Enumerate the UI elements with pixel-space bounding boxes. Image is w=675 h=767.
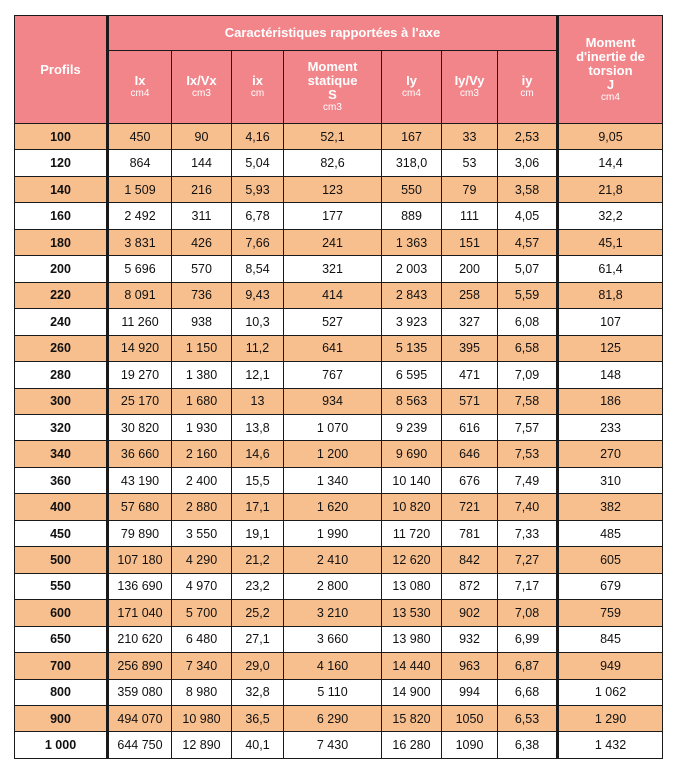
- header-torsion-line-1: Moment: [585, 34, 636, 50]
- value-cell: 311: [172, 203, 232, 229]
- header-iy-vy: [442, 51, 498, 124]
- value-cell: 25,2: [232, 600, 284, 626]
- value-cell: 10 140: [382, 467, 442, 493]
- value-cell: 79 890: [108, 520, 172, 546]
- value-cell: 10 820: [382, 494, 442, 520]
- value-cell: 889: [382, 203, 442, 229]
- value-cell: 641: [284, 335, 382, 361]
- table-row: [15, 600, 663, 626]
- value-cell: 61,4: [558, 256, 663, 282]
- value-cell: 233: [558, 414, 663, 440]
- value-cell: 6 595: [382, 362, 442, 388]
- value-cell: 9,43: [232, 282, 284, 308]
- value-cell: 605: [558, 547, 663, 573]
- table-row: [15, 282, 663, 308]
- profile-cell: 120: [15, 150, 108, 176]
- value-cell: 14 900: [382, 679, 442, 705]
- value-cell: 7,27: [498, 547, 558, 573]
- value-cell: 1 363: [382, 229, 442, 255]
- value-cell: 6,38: [498, 732, 558, 759]
- profile-cell: 220: [15, 282, 108, 308]
- value-cell: 270: [558, 441, 663, 467]
- value-cell: 359 080: [108, 679, 172, 705]
- profile-cell: 300: [15, 388, 108, 414]
- value-cell: 5,93: [232, 176, 284, 202]
- value-cell: 2 843: [382, 282, 442, 308]
- value-cell: 7,53: [498, 441, 558, 467]
- value-cell: 450: [108, 124, 172, 150]
- header-unit: cm3: [323, 102, 342, 113]
- value-cell: 382: [558, 494, 663, 520]
- profile-cell: 800: [15, 679, 108, 705]
- header-torsion-line-4: J: [606, 76, 615, 92]
- value-cell: 2 160: [172, 441, 232, 467]
- value-cell: 5 135: [382, 335, 442, 361]
- header-label: Iy/Vy: [454, 73, 485, 88]
- profile-cell: 650: [15, 626, 108, 652]
- profile-cell: 240: [15, 309, 108, 335]
- table-row: [15, 203, 663, 229]
- table-row: [15, 547, 663, 573]
- value-cell: 4 970: [172, 573, 232, 599]
- value-cell: 7 340: [172, 653, 232, 679]
- value-cell: 781: [442, 520, 498, 546]
- value-cell: 30 820: [108, 414, 172, 440]
- value-cell: 616: [442, 414, 498, 440]
- value-cell: 167: [382, 124, 442, 150]
- value-cell: 767: [284, 362, 382, 388]
- value-cell: 8,54: [232, 256, 284, 282]
- value-cell: 13 980: [382, 626, 442, 652]
- value-cell: 123: [284, 176, 382, 202]
- profile-cell: 600: [15, 600, 108, 626]
- value-cell: 2 492: [108, 203, 172, 229]
- value-cell: 36 660: [108, 441, 172, 467]
- value-cell: 994: [442, 679, 498, 705]
- value-cell: 310: [558, 467, 663, 493]
- value-cell: 107 180: [108, 547, 172, 573]
- value-cell: 7,66: [232, 229, 284, 255]
- value-cell: 3 660: [284, 626, 382, 652]
- value-cell: 6,08: [498, 309, 558, 335]
- value-cell: 1050: [442, 705, 498, 731]
- table-row: [15, 653, 663, 679]
- value-cell: 902: [442, 600, 498, 626]
- profile-cell: 400: [15, 494, 108, 520]
- value-cell: 2 003: [382, 256, 442, 282]
- value-cell: 7,33: [498, 520, 558, 546]
- value-cell: 6,87: [498, 653, 558, 679]
- value-cell: 4 160: [284, 653, 382, 679]
- value-cell: 571: [442, 388, 498, 414]
- value-cell: 107: [558, 309, 663, 335]
- table-row: [15, 362, 663, 388]
- value-cell: 8 980: [172, 679, 232, 705]
- value-cell: 32,8: [232, 679, 284, 705]
- value-cell: 485: [558, 520, 663, 546]
- value-cell: 2 410: [284, 547, 382, 573]
- value-cell: 7,09: [498, 362, 558, 388]
- table-row: [15, 467, 663, 493]
- header-moment-statique: [284, 51, 382, 124]
- value-cell: 1 200: [284, 441, 382, 467]
- header-ix-radius: [232, 51, 284, 124]
- value-cell: 3 210: [284, 600, 382, 626]
- header-ix: [108, 51, 172, 124]
- table-row: [15, 732, 663, 759]
- value-cell: 6,99: [498, 626, 558, 652]
- value-cell: 2 880: [172, 494, 232, 520]
- value-cell: 82,6: [284, 150, 382, 176]
- value-cell: 9 690: [382, 441, 442, 467]
- value-cell: 144: [172, 150, 232, 176]
- value-cell: 13,8: [232, 414, 284, 440]
- value-cell: 5,04: [232, 150, 284, 176]
- value-cell: 111: [442, 203, 498, 229]
- value-cell: 43 190: [108, 467, 172, 493]
- value-cell: 4,16: [232, 124, 284, 150]
- value-cell: 9,05: [558, 124, 663, 150]
- value-cell: 14,6: [232, 441, 284, 467]
- value-cell: 10,3: [232, 309, 284, 335]
- profile-cell: 360: [15, 467, 108, 493]
- value-cell: 21,2: [232, 547, 284, 573]
- value-cell: 125: [558, 335, 663, 361]
- value-cell: 151: [442, 229, 498, 255]
- value-cell: 1 680: [172, 388, 232, 414]
- value-cell: 11 260: [108, 309, 172, 335]
- value-cell: 186: [558, 388, 663, 414]
- value-cell: 2,53: [498, 124, 558, 150]
- value-cell: 12 620: [382, 547, 442, 573]
- profile-cell: 700: [15, 653, 108, 679]
- value-cell: 9 239: [382, 414, 442, 440]
- value-cell: 494 070: [108, 705, 172, 731]
- value-cell: 550: [382, 176, 442, 202]
- value-cell: 1 432: [558, 732, 663, 759]
- table-header: [15, 16, 663, 124]
- header-torsion-line-3: torsion: [588, 62, 633, 78]
- value-cell: 321: [284, 256, 382, 282]
- table-row: [15, 176, 663, 202]
- header-unit: cm3: [192, 88, 211, 99]
- profile-cell: 340: [15, 441, 108, 467]
- value-cell: 3 831: [108, 229, 172, 255]
- value-cell: 7,08: [498, 600, 558, 626]
- value-cell: 241: [284, 229, 382, 255]
- value-cell: 29,0: [232, 653, 284, 679]
- header-label: Moment: [307, 59, 358, 74]
- value-cell: 8 091: [108, 282, 172, 308]
- header-unit: cm4: [402, 88, 421, 99]
- value-cell: 938: [172, 309, 232, 335]
- value-cell: 646: [442, 441, 498, 467]
- value-cell: 5 110: [284, 679, 382, 705]
- value-cell: 13 530: [382, 600, 442, 626]
- value-cell: 79: [442, 176, 498, 202]
- value-cell: 1 062: [558, 679, 663, 705]
- value-cell: 15 820: [382, 705, 442, 731]
- value-cell: 7,58: [498, 388, 558, 414]
- value-cell: 10 980: [172, 705, 232, 731]
- profile-cell: 320: [15, 414, 108, 440]
- value-cell: 11,2: [232, 335, 284, 361]
- value-cell: 1 620: [284, 494, 382, 520]
- header-label: Ix/Vx: [186, 73, 217, 88]
- value-cell: 13 080: [382, 573, 442, 599]
- value-cell: 845: [558, 626, 663, 652]
- profile-cell: 900: [15, 705, 108, 731]
- value-cell: 3 923: [382, 309, 442, 335]
- value-cell: 17,1: [232, 494, 284, 520]
- header-label: iy: [521, 73, 533, 88]
- value-cell: 258: [442, 282, 498, 308]
- value-cell: 1 930: [172, 414, 232, 440]
- profile-cell: 160: [15, 203, 108, 229]
- value-cell: 4 290: [172, 547, 232, 573]
- table-row: [15, 335, 663, 361]
- value-cell: 2 400: [172, 467, 232, 493]
- header-label: Ix: [134, 73, 146, 88]
- value-cell: 7,57: [498, 414, 558, 440]
- value-cell: 256 890: [108, 653, 172, 679]
- profile-cell: 180: [15, 229, 108, 255]
- value-cell: 45,1: [558, 229, 663, 255]
- value-cell: 7,40: [498, 494, 558, 520]
- table-row: [15, 309, 663, 335]
- value-cell: 148: [558, 362, 663, 388]
- header-unit: cm: [520, 88, 534, 99]
- value-cell: 872: [442, 573, 498, 599]
- value-cell: 15,5: [232, 467, 284, 493]
- value-cell: 6 290: [284, 705, 382, 731]
- value-cell: 210 620: [108, 626, 172, 652]
- value-cell: 7,17: [498, 573, 558, 599]
- header-label: S: [328, 87, 337, 102]
- value-cell: 6,78: [232, 203, 284, 229]
- value-cell: 5,07: [498, 256, 558, 282]
- value-cell: 426: [172, 229, 232, 255]
- value-cell: 1 150: [172, 335, 232, 361]
- value-cell: 90: [172, 124, 232, 150]
- value-cell: 3,58: [498, 176, 558, 202]
- table-row: [15, 150, 663, 176]
- value-cell: 32,2: [558, 203, 663, 229]
- profile-cell: 200: [15, 256, 108, 282]
- header-label: statique: [307, 73, 358, 88]
- table-row: [15, 414, 663, 440]
- value-cell: 864: [108, 150, 172, 176]
- value-cell: 16 280: [382, 732, 442, 759]
- value-cell: 23,2: [232, 573, 284, 599]
- profile-cell: 260: [15, 335, 108, 361]
- value-cell: 395: [442, 335, 498, 361]
- table-row: [15, 124, 663, 150]
- value-cell: 171 040: [108, 600, 172, 626]
- value-cell: 1 509: [108, 176, 172, 202]
- header-label: Iy: [406, 73, 417, 88]
- value-cell: 842: [442, 547, 498, 573]
- value-cell: 1 290: [558, 705, 663, 731]
- value-cell: 6,68: [498, 679, 558, 705]
- value-cell: 414: [284, 282, 382, 308]
- value-cell: 19 270: [108, 362, 172, 388]
- value-cell: 8 563: [382, 388, 442, 414]
- value-cell: 14 440: [382, 653, 442, 679]
- header-profils: Profils: [15, 16, 108, 124]
- profile-cell: 450: [15, 520, 108, 546]
- value-cell: 27,1: [232, 626, 284, 652]
- profile-cell: 500: [15, 547, 108, 573]
- value-cell: 40,1: [232, 732, 284, 759]
- value-cell: 679: [558, 573, 663, 599]
- value-cell: 21,8: [558, 176, 663, 202]
- value-cell: 327: [442, 309, 498, 335]
- profile-cell: 550: [15, 573, 108, 599]
- value-cell: 12 890: [172, 732, 232, 759]
- header-unit: cm3: [460, 88, 479, 99]
- value-cell: 5 700: [172, 600, 232, 626]
- header-group-axis: Caractéristiques rapportées à l'axe: [108, 16, 558, 51]
- header-label: ix: [252, 73, 263, 88]
- value-cell: 3 550: [172, 520, 232, 546]
- value-cell: 570: [172, 256, 232, 282]
- table-row: [15, 705, 663, 731]
- value-cell: 527: [284, 309, 382, 335]
- table-row: [15, 388, 663, 414]
- value-cell: 1090: [442, 732, 498, 759]
- value-cell: 4,57: [498, 229, 558, 255]
- value-cell: 81,8: [558, 282, 663, 308]
- value-cell: 25 170: [108, 388, 172, 414]
- value-cell: 33: [442, 124, 498, 150]
- value-cell: 36,5: [232, 705, 284, 731]
- value-cell: 200: [442, 256, 498, 282]
- value-cell: 318,0: [382, 150, 442, 176]
- header-ix-vx: [172, 51, 232, 124]
- value-cell: 2 800: [284, 573, 382, 599]
- profile-cell: 140: [15, 176, 108, 202]
- header-iy: [382, 51, 442, 124]
- value-cell: 5,59: [498, 282, 558, 308]
- table-row: [15, 256, 663, 282]
- value-cell: 52,1: [284, 124, 382, 150]
- value-cell: 6,58: [498, 335, 558, 361]
- header-torsion-line-2: d'inertie de: [576, 48, 645, 64]
- value-cell: 471: [442, 362, 498, 388]
- table-row: [15, 679, 663, 705]
- value-cell: 721: [442, 494, 498, 520]
- profile-characteristics-table: [14, 15, 663, 759]
- value-cell: 11 720: [382, 520, 442, 546]
- header-torsion: [558, 16, 663, 124]
- value-cell: 644 750: [108, 732, 172, 759]
- table-row: [15, 441, 663, 467]
- value-cell: 1 380: [172, 362, 232, 388]
- value-cell: 216: [172, 176, 232, 202]
- value-cell: 19,1: [232, 520, 284, 546]
- header-iy-radius: [498, 51, 558, 124]
- table-row: [15, 573, 663, 599]
- value-cell: 963: [442, 653, 498, 679]
- profile-cell: 280: [15, 362, 108, 388]
- value-cell: 3,06: [498, 150, 558, 176]
- value-cell: 934: [284, 388, 382, 414]
- value-cell: 759: [558, 600, 663, 626]
- value-cell: 736: [172, 282, 232, 308]
- value-cell: 949: [558, 653, 663, 679]
- value-cell: 14,4: [558, 150, 663, 176]
- profile-cell: 1 000: [15, 732, 108, 759]
- profile-cell: 100: [15, 124, 108, 150]
- value-cell: 1 340: [284, 467, 382, 493]
- value-cell: 1 070: [284, 414, 382, 440]
- value-cell: 14 920: [108, 335, 172, 361]
- header-unit: cm4: [130, 88, 150, 99]
- value-cell: 7 430: [284, 732, 382, 759]
- header-torsion-unit: cm4: [601, 91, 620, 103]
- header-unit: cm: [250, 88, 265, 99]
- value-cell: 57 680: [108, 494, 172, 520]
- value-cell: 7,49: [498, 467, 558, 493]
- table-body: [15, 124, 663, 759]
- value-cell: 1 990: [284, 520, 382, 546]
- value-cell: 12,1: [232, 362, 284, 388]
- table-row: [15, 229, 663, 255]
- value-cell: 676: [442, 467, 498, 493]
- table-row: [15, 494, 663, 520]
- value-cell: 177: [284, 203, 382, 229]
- value-cell: 932: [442, 626, 498, 652]
- table-row: [15, 520, 663, 546]
- value-cell: 6,53: [498, 705, 558, 731]
- value-cell: 136 690: [108, 573, 172, 599]
- value-cell: 4,05: [498, 203, 558, 229]
- table-row: [15, 626, 663, 652]
- value-cell: 5 696: [108, 256, 172, 282]
- value-cell: 13: [232, 388, 284, 414]
- value-cell: 53: [442, 150, 498, 176]
- value-cell: 6 480: [172, 626, 232, 652]
